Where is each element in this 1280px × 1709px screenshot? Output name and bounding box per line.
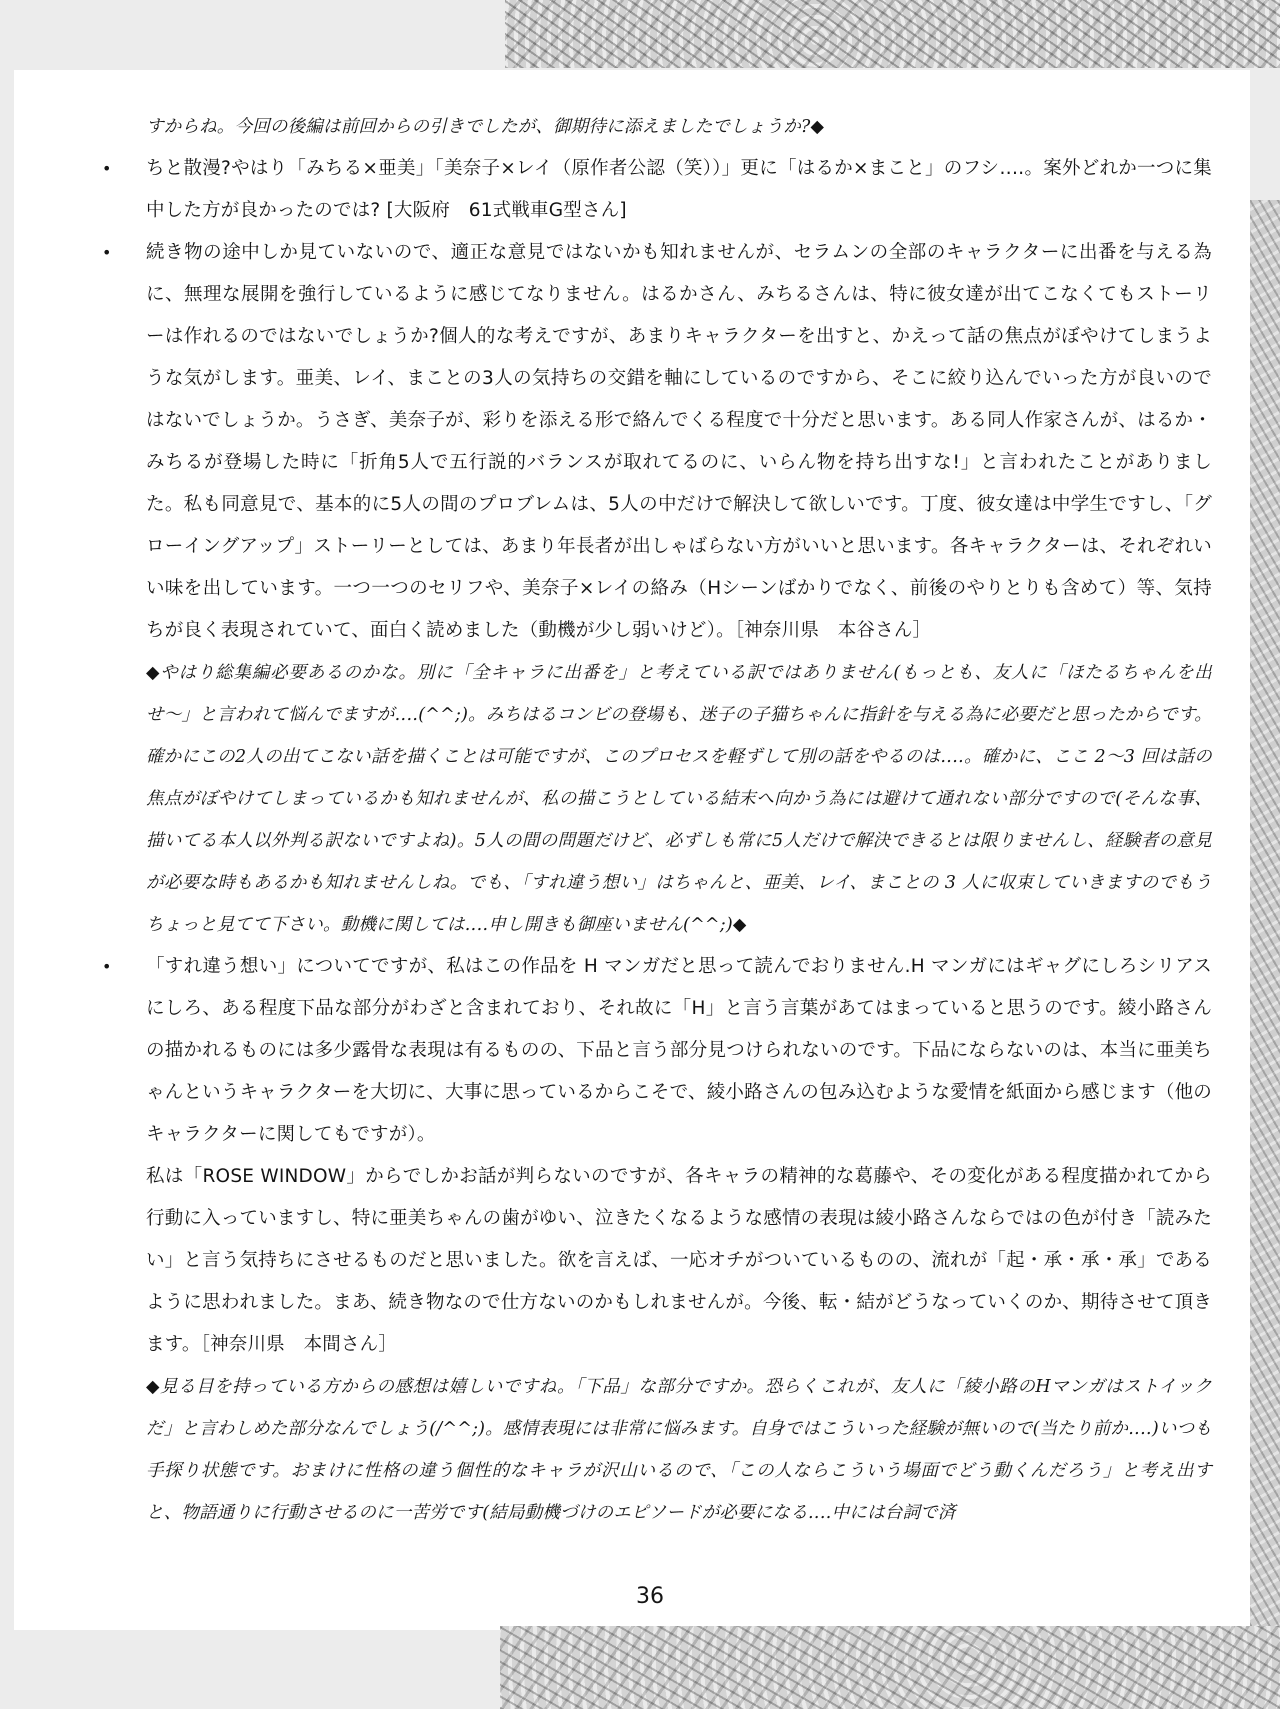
letter-paragraph <box>146 1156 1212 1366</box>
paragraph-text: 私は「ROSE WINDOW」からでしかお話が判らないのですが、各キャラの精神的な葛藤や、その変化がある程度描かれてから行動に入っていますし、特に亜美ちゃんの歯がゆい、泣きたくなるような感情の表現は綾小路さんならではの色が付き「読みたい」と言う気持ちにさせるものだと思いました。欲を言えば、一応オチがついているものの、流れが「起・承・承・承」であるように思われました。まあ、続き物なので仕方ないのかもしれませんが。今後、転・結がどうなっていくのか、期待させて頂きます。［神奈川県 本間さん］ <box>146 1166 1212 1355</box>
bullet-mark: • <box>102 243 112 262</box>
decorative-border-right <box>1250 200 1280 1626</box>
letters-column <box>102 106 1212 1534</box>
paragraph-text: ◆見る目を持っている方からの感想は嬉しいですね。「下品」な部分ですか。恐らくこれが、友人に「綾小路のHマンガはストイックだ」と言わしめた部分なんでしょう(/^^;)。感情表現には非常に悩みます。自身ではこういった経験が無いので(当たり前か‥‥)いつも手探り状態です。おまけに性格の違う個性的なキャラが沢山いるので、「この人ならこういう場面でどう動くんだろう」と考え出すと、物語通りに行動させるのに一苦労です(結局動機づけのエピソードが必要になる‥‥中には台詞で済 <box>146 1377 1212 1523</box>
decorative-border-top <box>505 0 1280 68</box>
reply-paragraph <box>146 652 1212 946</box>
reply-paragraph <box>146 1366 1212 1534</box>
letter-paragraph <box>102 232 1212 652</box>
paragraph-text: ◆やはり総集編必要あるのかな。別に「全キャラに出番を」と考えている訳ではありません(もっとも、友人に「ほたるちゃんを出せ〜」と言われて悩んでますが‥‥(^^;)。みちはるコンビの登場も、迷子の子猫ちゃんに指針を与える為に必要だと思ったからです。確かにこの2人の出てこない話を描くことは可能ですが、このプロセスを軽ずして別の話をやるのは‥‥。確かに、ここ 2〜3 回は話の焦点がぼやけてしまっているかも知れませんが、私の描こうとしている結末へ向かう為には避けて通れない部分ですので(そんな事、描いてる本人以外判る訳ないですよね)。5人の間の問題だけど、必ずしも常に5人だけで解決できるとは限りませんし、経験者の意見が必要な時もあるかも知れませんしね。でも、「すれ違う想い」はちゃんと、亜美、レイ、まことの 3 人に収束していきますのでもうちょっと見てて下さい。動機に関しては‥‥申し開きも御座いません(^^;)◆ <box>146 663 1212 935</box>
decorative-border-bottom <box>500 1626 1280 1709</box>
reply-paragraph <box>146 106 1212 148</box>
page-number: 36 <box>636 1584 664 1609</box>
paragraph-text: 続き物の途中しか見ていないので、適正な意見ではないかも知れませんが、セラムンの全部のキャラクターに出番を与える為に、無理な展開を強行しているように感じてなりません。はるかさん、みちるさんは、特に彼女達が出てこなくてもストーリーは作れるのではないでしょうか?個人的な考えですが、あまりキャラクターを出すと、かえって話の焦点がぼやけてしまうような気がします。亜美、レイ、まことの3人の気持ちの交錯を軸にしているのですから、そこに絞り込んでいった方が良いのではないでしょうか。うさぎ、美奈子が、彩りを添える形で絡んでくる程度で十分だと思います。ある同人作家さんが、はるか・みちるが登場した時に「折角5人で五行説的バランスが取れてるのに、いらん物を持ち出すな!」と言われたことがありました。私も同意見で、基本的に5人の間のプロブレムは、5人の中だけで解決して欲しいです。丁度、彼女達は中学生ですし、「グローイングアップ」ストーリーとしては、あまり年長者が出しゃばらない方がいいと思います。各キャラクターは、それぞれいい味を出しています。一つ一つのセリフや、美奈子×レイの絡み（Hシーンばかりでなく、前後のやりとりも含めて）等、気持ちが良く表現されていて、面白く読めました（動機が少し弱いけど）。［神奈川県 本谷さん］ <box>146 242 1212 641</box>
bullet-mark: • <box>102 957 112 976</box>
bullet-mark: • <box>102 159 112 178</box>
letter-paragraph <box>102 946 1212 1156</box>
letter-paragraph <box>102 148 1212 232</box>
paragraph-text: すからね。今回の後編は前回からの引きでしたが、御期待に添えましたでしょうか?◆ <box>146 117 825 137</box>
paragraph-text: 「すれ違う想い」についてですが、私はこの作品を H マンガだと思って読んでおりません.H マンガにはギャグにしろシリアスにしろ、ある程度下品な部分がわざと含まれており、それ故に「H」と言う言葉があてはまっていると思うのです。綾小路さんの描かれるものには多少露骨な表現は有るものの、下品と言う部分見つけられないのです。下品にならないのは、本当に亜美ちゃんというキャラクターを大切に、大事に思っているからこそで、綾小路さんの包み込むような愛情を紙面から感じます（他のキャラクターに関してもですが）。 <box>146 956 1212 1145</box>
paragraph-text: ちと散漫?やはり「みちる×亜美」「美奈子×レイ（原作者公認（笑））」更に「はるか×まこと」のフシ‥‥。案外どれか一つに集中した方が良かったのでは? [大阪府 61式戦車G型さん] <box>146 158 1212 221</box>
